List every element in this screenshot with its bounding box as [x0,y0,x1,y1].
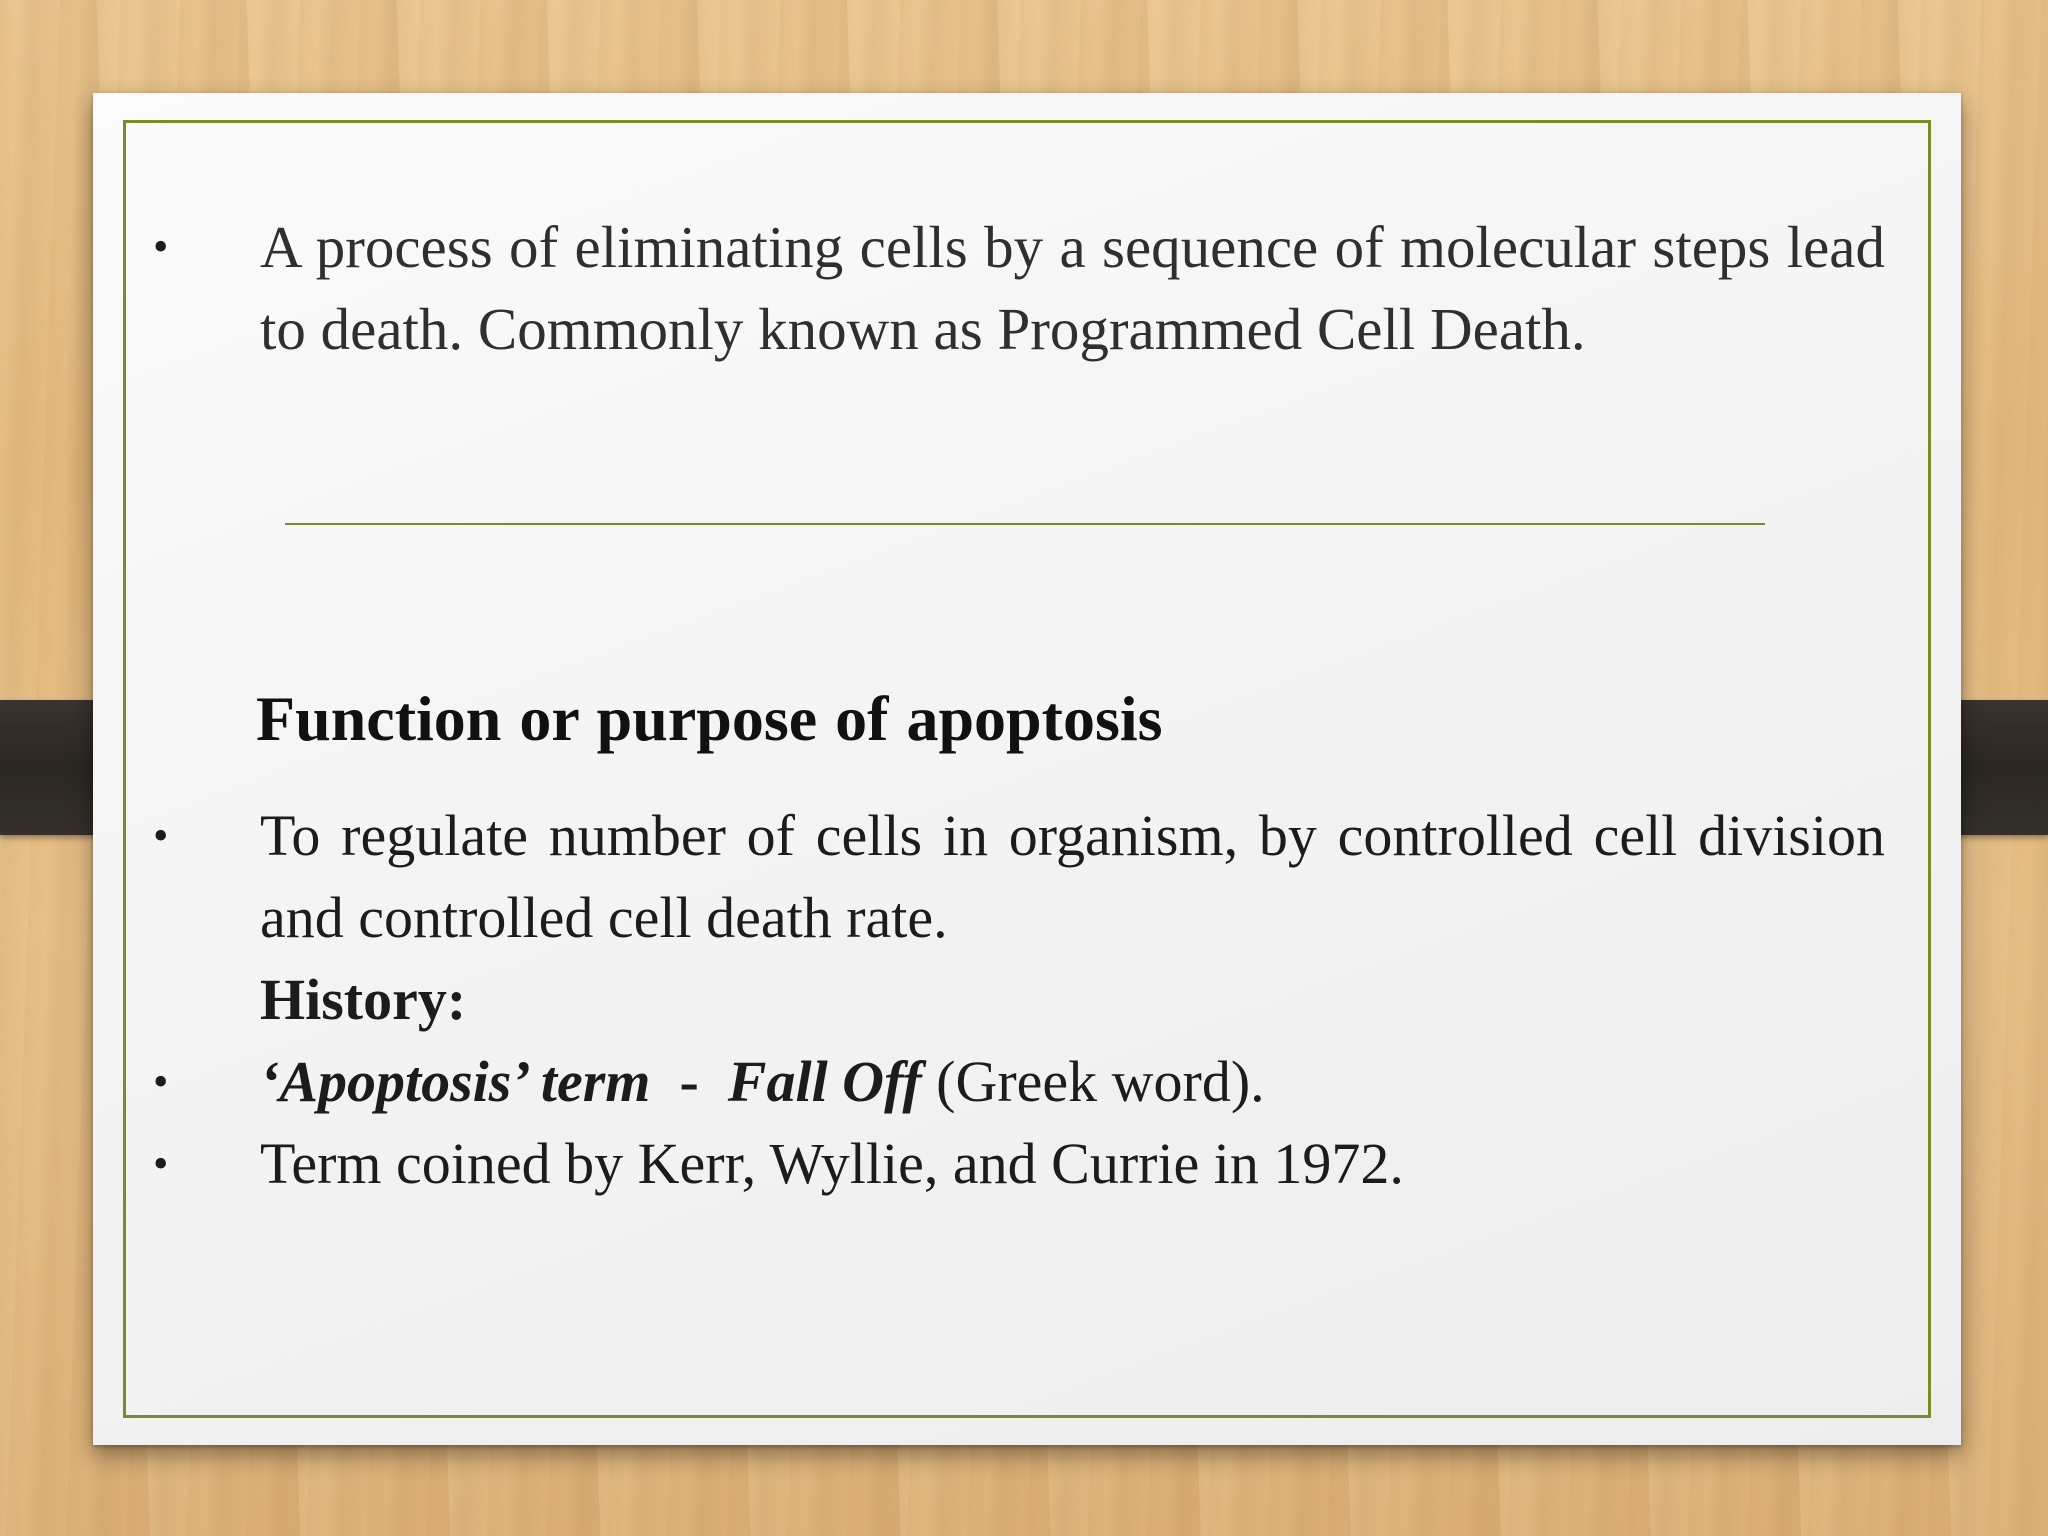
term-meaning: Fall Off [727,1049,922,1114]
term-separator: - [650,1049,728,1114]
slide-paper [93,93,1961,1445]
history-label: History: [260,967,467,1032]
bullet-definition: • [153,222,169,271]
section-divider [285,523,1765,525]
bullet-coined: • [153,1139,169,1188]
term-italic: ‘Apoptosis’ term [260,1049,651,1114]
coined-text: Term coined by Kerr, Wyllie, and Currie in 1972. [260,1131,1404,1196]
definition-text: A process of eliminating cells by a sequence of molecular steps lead to death. Commonly known as Programmed Cell Death. [260,214,1885,362]
term-note: (Greek word). [921,1049,1265,1114]
bullet-term: • [153,1057,169,1106]
term-line [260,1041,1885,1123]
function-text: To regulate number of cells in organism, by controlled cell division and controlled cell death rate. [260,803,1885,950]
function-heading: Function or purpose of apoptosis [256,683,1163,754]
bullet-function: • [153,811,169,860]
